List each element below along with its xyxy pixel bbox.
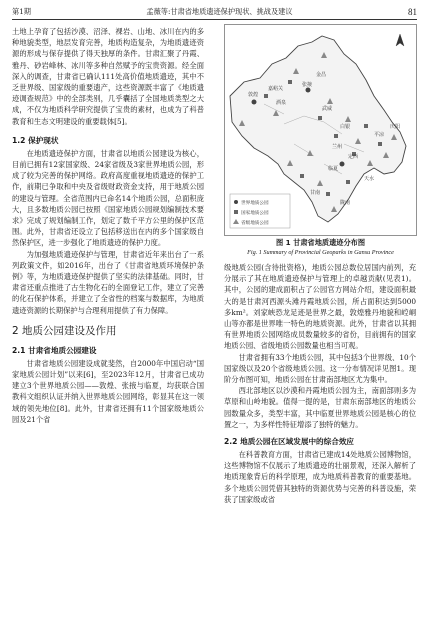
section-1-2-heading: 1.2 保护现状: [12, 135, 59, 145]
paragraph-3: 为加强地质遗迹保护与管理，甘肃省近年来出台了一系列政策文件，如2016年，出台了《甘肃省地质环境保护条例》等，为地质遗迹保护提供了坚实的法律基础。同时，甘肃省还重点推进了古生物化石的全面登记工作，建立了完善的化石保护体系，并建立了全省性的档案与数据库，为地质遗迹资源的长期保护与合理利用提供了有力保障。: [12, 249, 204, 315]
city-label: 张掖: [302, 82, 313, 88]
legend-world: 世界地质公园: [241, 201, 269, 206]
running-title: 孟薇等:甘肃省地质遗迹保护现状、挑战及建议: [146, 7, 293, 16]
national-geopark-marker: [288, 80, 292, 84]
right-column: [224, 262, 416, 505]
city-label: 平凉: [374, 132, 385, 138]
city-label: 临夏: [328, 166, 339, 172]
section-2-heading: 2 地质公园建设及作用: [12, 324, 117, 337]
legend-provincial: 省级地质公园: [241, 221, 269, 226]
world-geopark-marker: [340, 162, 345, 167]
city-label: 兰州: [332, 144, 343, 150]
section-2-2-heading: 2.2 地质公园在区域发展中的综合效应: [224, 437, 355, 447]
world-geopark-marker: [306, 88, 311, 93]
page-number: 81: [408, 7, 417, 17]
national-geopark-marker: [300, 174, 304, 178]
city-label: 陇南: [340, 200, 351, 206]
paragraph-r2: 甘肃省拥有33个地质公园，其中包括3个世界级、10个国家级以及20个省级地质公园。这一分布情况详见图1。现阶分布图可知，地质公园在甘肃南部地区尤为集中。: [224, 352, 416, 385]
national-geopark-marker: [334, 134, 338, 138]
city-label: 嘉峪关: [268, 86, 284, 92]
city-label: 定西: [348, 154, 359, 160]
world-geopark-marker: [252, 100, 257, 105]
paragraph-r1: 级地质公园(含待批资格)，地质公园总数位居国内前列，充分展示了其在地质遗迹保护与管理上的卓越贡献(见表1)。其中，公园的建成面积占了公园官方网站介绍，建设面积最大的是甘肃河西源头滩丹霞地质公园，所占面积达到5000多km²。刘家峡恐龙足迹是世界之最，敦煌雅丹地貌和崆峒山等亦都是世界唯一特色的地质资源。此外，甘肃省以其拥有世界地质公园网络成员数量较多的省份，目前拥有的国家地质公园、省级地质公园数量也相当可观。: [224, 263, 416, 351]
national-geopark-marker: [264, 94, 268, 98]
city-label: 武威: [322, 106, 333, 112]
gansu-geopark-map: [224, 24, 417, 236]
legend-national: 国家地质公园: [241, 211, 269, 216]
city-label: 庆阳: [390, 124, 401, 130]
paragraph-2: 在地质遗迹保护方面，甘肃省以地质公园建设为核心，目前已拥有12家国家级、24家省级及3家世界地质公园，形成了较为完善的保护网络。政府高度重视地质遗迹的保护工作，前期已争取和中央及省级财政资金支持，用于地质公园的建设与管理。全省范围内已命名14个地质公园，总面积庞大，且多数地质公园已按照《国家地质公园规划编制技术要求》完成了规划编制工作，划定了数千平方公里的保护区范围。此外，甘肃省还设立了包括移送出在内的多个国家级自然保护区，进一步强化了地质遗迹的保护力度。: [12, 148, 204, 248]
national-geopark-marker: [346, 180, 350, 184]
running-header: [12, 6, 417, 20]
paragraph-r4: 在科普教育方面，甘肃省已建成14处地质公园博物馆，这些博物馆不仅展示了地质遗迹的壮丽景观，还深入解析了地质现象背后的科学原理，成为地质科普教育的重要基地。多个地质公园凭借其独特的资源优势与完善的科普设施，荣获了国家级或省: [224, 450, 416, 504]
national-geopark-marker: [318, 116, 322, 120]
paragraph-4: 甘肃省地质公园建设成就斐然，自2000年中国启动“国家地质公园计划”以来[6]，至2023年12月，甘肃省已成功建立3个世界地质公园——敦煌、张掖与临夏，均获联合国教科文组织认证并纳入世界地质公园网络，彰显其在这一领域的领先地位[8]。此外，甘肃省还拥有11个国家级地质公园及21个省: [12, 358, 204, 424]
national-geopark-marker: [326, 192, 330, 196]
city-label: 金昌: [316, 72, 327, 78]
left-column: [12, 26, 204, 425]
city-label: 白银: [340, 124, 351, 130]
map-svg: [224, 24, 417, 236]
city-label: 天水: [364, 176, 375, 182]
city-label: 敦煌: [248, 92, 259, 98]
national-geopark-marker: [378, 142, 382, 146]
figure-caption-en: Fig. 1 Summary of Provincial Geoparks in Gansu Province: [247, 249, 394, 256]
paragraph-1: 土地上孕育了包括沙漠、沼泽、裸岩、山地、冰川在内的多种地貌类型，地层发育完善，地质构造复杂，为地质遗迹资源的形成与保存提供了得天独厚的条件。甘肃汇聚了丹霞、雅丹、砂岩峰林、冰川等多种自然赋予的宝贵资源。经全面深入的调查，甘肃省已确认111处高价值地质遗迹，其中不乏世界级、国家级的重要遗产，这些资源既丰富了《地质遗迹调查规范》中的全部类别，几乎囊括了全国地质类型之大成，不仅为地质科学研究提供了宝贵的素材，也成为了科普教育和生态文明建设的重要载体[5]。: [12, 27, 204, 126]
figure-caption-cn: 图 1 甘肃省地质遗迹分布图: [275, 238, 366, 247]
city-label: 酒泉: [276, 100, 287, 106]
national-geopark-marker: [364, 124, 368, 128]
map-legend: [230, 194, 290, 228]
city-label: 甘南: [310, 190, 321, 196]
section-2-1-heading: 2.1 甘肃省地质公园建设: [12, 345, 97, 355]
paragraph-r3: 西北部地区以沙漠和丹霞地质公园为主，南面部则多为草原和山岭地貌。值得一提的是，甘肃东南部地区的地质公园数量众多，类型丰富，其中临夏世界地质公园是核心的位置之一，为多样性特征增添了独特的魅力。: [224, 386, 416, 429]
issue-label: 第1期: [12, 7, 31, 16]
